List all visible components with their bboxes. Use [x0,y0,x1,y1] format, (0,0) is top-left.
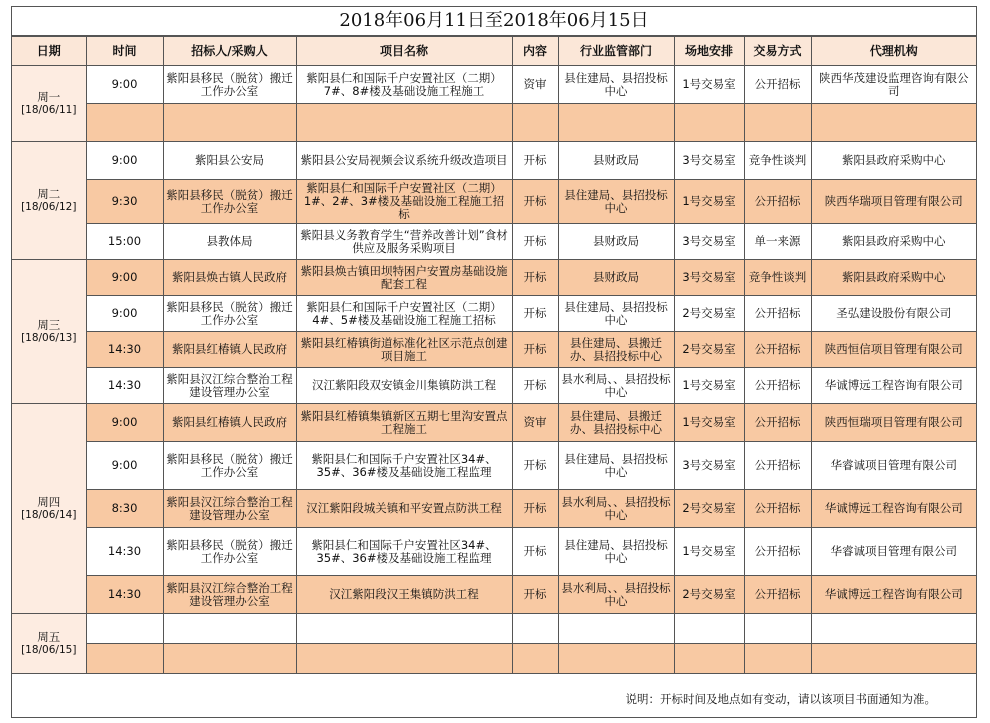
time-cell: 9:00 [86,296,163,332]
table-row [12,404,976,442]
project-cell [296,614,512,644]
agent-cell [811,614,976,644]
tenderer-cell: 紫阳县红椿镇人民政府 [163,332,296,368]
schedule-table [12,36,976,674]
col-header-method: 交易方式 [744,37,811,66]
room-cell [674,614,744,644]
table-row [12,528,976,576]
room-cell: 1号交易室 [674,528,744,576]
dept-cell: 县住建局、县招投标中心 [558,180,674,224]
content-cell: 开标 [512,224,558,260]
day-name: 周二 [37,186,61,201]
agent-cell: 华睿诚项目管理有限公司 [811,442,976,490]
project-cell: 紫阳县仁和国际千户安置社区34#、35#、36#楼及基础设施工程监理 [296,528,512,576]
method-cell: 公开招标 [744,404,811,442]
content-cell: 开标 [512,260,558,296]
tenderer-cell: 紫阳县公安局 [163,142,296,180]
content-cell: 开标 [512,368,558,404]
project-cell: 紫阳县红椿镇集镇新区五期七里沟安置点工程施工 [296,404,512,442]
room-cell: 2号交易室 [674,296,744,332]
method-cell: 公开招标 [744,490,811,528]
room-cell: 1号交易室 [674,404,744,442]
project-cell: 汉江紫阳段城关镇和平安置点防洪工程 [296,490,512,528]
page-title: 2018年06月11日至2018年06月15日 [12,7,976,36]
room-cell: 2号交易室 [674,332,744,368]
agent-cell [811,104,976,142]
table-row [12,296,976,332]
agent-cell: 圣弘建设股份有限公司 [811,296,976,332]
content-cell: 开标 [512,490,558,528]
room-cell: 1号交易室 [674,180,744,224]
dept-cell: 县住建局、县招投标中心 [558,66,674,104]
time-cell: 9:00 [86,260,163,296]
dept-cell: 县财政局 [558,260,674,296]
tenderer-cell [163,614,296,644]
tenderer-cell: 紫阳县汉江综合整治工程建设管理办公室 [163,490,296,528]
content-cell: 开标 [512,296,558,332]
room-cell: 1号交易室 [674,66,744,104]
dept-cell: 县财政局 [558,224,674,260]
method-cell [744,104,811,142]
day-cell [12,404,86,614]
day-name: 周一 [37,89,61,104]
room-cell: 2号交易室 [674,490,744,528]
table-row [12,332,976,368]
day-date: [18/06/12] [21,200,77,213]
project-cell: 紫阳县公安局视频会议系统升级改造项目 [296,142,512,180]
dept-cell [558,104,674,142]
time-cell: 9:00 [86,66,163,104]
content-cell: 开标 [512,528,558,576]
tenderer-cell: 县教体局 [163,224,296,260]
room-cell [674,104,744,142]
method-cell [744,644,811,674]
table-row [12,104,976,142]
agent-cell: 陕西恒瑞项目管理有限公司 [811,404,976,442]
dept-cell [558,644,674,674]
day-date: [18/06/13] [21,331,77,344]
day-name: 周三 [37,317,61,332]
tenderer-cell: 紫阳县移民（脱贫）搬迁工作办公室 [163,528,296,576]
tenderer-cell: 紫阳县移民（脱贫）搬迁工作办公室 [163,180,296,224]
day-date: [18/06/15] [21,643,77,656]
table-row [12,614,976,644]
room-cell: 2号交易室 [674,576,744,614]
time-cell: 9:00 [86,142,163,180]
dept-cell: 县水利局、、县招投标中心 [558,490,674,528]
content-cell [512,614,558,644]
project-cell [296,104,512,142]
day-name: 周四 [37,494,61,509]
col-header-content: 内容 [512,37,558,66]
content-cell: 开标 [512,332,558,368]
time-cell: 8:30 [86,490,163,528]
time-cell: 14:30 [86,576,163,614]
method-cell: 公开招标 [744,296,811,332]
agent-cell [811,644,976,674]
tenderer-cell: 紫阳县移民（脱贫）搬迁工作办公室 [163,296,296,332]
room-cell: 3号交易室 [674,442,744,490]
method-cell: 竞争性谈判 [744,142,811,180]
table-row [12,576,976,614]
method-cell: 公开招标 [744,576,811,614]
project-cell [296,644,512,674]
dept-cell [558,614,674,644]
tenderer-cell: 紫阳县红椿镇人民政府 [163,404,296,442]
col-header-room: 场地安排 [674,37,744,66]
agent-cell: 陕西华瑞项目管理有限公司 [811,180,976,224]
agent-cell: 陕西恒信项目管理有限公司 [811,332,976,368]
content-cell [512,104,558,142]
room-cell: 3号交易室 [674,224,744,260]
tenderer-cell [163,644,296,674]
col-header-date: 日期 [12,37,86,66]
dept-cell: 县住建局、县招投标中心 [558,296,674,332]
day-cell [12,260,86,404]
agent-cell: 紫阳县政府采购中心 [811,260,976,296]
method-cell: 公开招标 [744,332,811,368]
method-cell [744,614,811,644]
content-cell [512,644,558,674]
day-name: 周五 [37,629,61,644]
project-cell: 紫阳县义务教育学生“营养改善计划”食材供应及服务采购项目 [296,224,512,260]
time-cell: 14:30 [86,528,163,576]
tenderer-cell: 紫阳县汉江综合整治工程建设管理办公室 [163,368,296,404]
day-date: [18/06/11] [21,103,77,116]
table-row [12,180,976,224]
tenderer-cell [163,104,296,142]
project-cell: 紫阳县仁和国际千户安置社区（二期）7#、8#楼及基础设施工程施工 [296,66,512,104]
tenderer-cell: 紫阳县移民（脱贫）搬迁工作办公室 [163,66,296,104]
dept-cell: 县住建局、县招投标中心 [558,442,674,490]
col-header-agent: 代理机构 [811,37,976,66]
time-cell [86,614,163,644]
agent-cell: 华诚博远工程咨询有限公司 [811,490,976,528]
method-cell: 公开招标 [744,528,811,576]
agent-cell: 华诚博远工程咨询有限公司 [811,368,976,404]
project-cell: 紫阳县焕古镇田坝特困户安置房基础设施配套工程 [296,260,512,296]
dept-cell: 县住建局、县搬迁办、县招投标中心 [558,332,674,368]
method-cell: 公开招标 [744,442,811,490]
schedule-frame [11,6,977,718]
content-cell: 开标 [512,442,558,490]
method-cell: 公开招标 [744,368,811,404]
table-row [12,442,976,490]
time-cell: 9:00 [86,404,163,442]
time-cell: 9:30 [86,180,163,224]
agent-cell: 紫阳县政府采购中心 [811,224,976,260]
method-cell: 单一来源 [744,224,811,260]
room-cell: 3号交易室 [674,142,744,180]
dept-cell: 县财政局 [558,142,674,180]
time-cell [86,644,163,674]
day-date: [18/06/14] [21,508,77,521]
agent-cell: 华诚博远工程咨询有限公司 [811,576,976,614]
time-cell: 15:00 [86,224,163,260]
project-cell: 紫阳县仁和国际千户安置社区34#、35#、36#楼及基础设施工程监理 [296,442,512,490]
agent-cell: 紫阳县政府采购中心 [811,142,976,180]
time-cell: 9:00 [86,442,163,490]
table-row [12,224,976,260]
dept-cell: 县住建局、县招投标中心 [558,528,674,576]
col-header-tenderer: 招标人/采购人 [163,37,296,66]
dept-cell: 县住建局、县搬迁办、县招投标中心 [558,404,674,442]
method-cell: 公开招标 [744,180,811,224]
table-row [12,490,976,528]
project-cell: 紫阳县红椿镇街道标准化社区示范点创建项目施工 [296,332,512,368]
schedule-body [12,66,976,674]
project-cell: 汉江紫阳段双安镇金川集镇防洪工程 [296,368,512,404]
day-cell [12,66,86,142]
tenderer-cell: 紫阳县汉江综合整治工程建设管理办公室 [163,576,296,614]
project-cell: 紫阳县仁和国际千户安置社区（二期）1#、2#、3#楼及基础设施工程施工招标 [296,180,512,224]
dept-cell: 县水利局、、县招投标中心 [558,576,674,614]
content-cell: 开标 [512,576,558,614]
project-cell: 紫阳县仁和国际千户安置社区（二期）4#、5#楼及基础设施工程施工招标 [296,296,512,332]
table-row [12,260,976,296]
method-cell: 竞争性谈判 [744,260,811,296]
dept-cell: 县水利局、、县招投标中心 [558,368,674,404]
room-cell: 1号交易室 [674,368,744,404]
footnote: 说明：开标时间及地点如有变动，请以该项目书面通知为准。 [625,692,936,706]
method-cell: 公开招标 [744,66,811,104]
time-cell: 14:30 [86,332,163,368]
day-cell [12,142,86,260]
agent-cell: 华睿诚项目管理有限公司 [811,528,976,576]
table-row [12,368,976,404]
content-cell: 开标 [512,180,558,224]
time-cell: 14:30 [86,368,163,404]
room-cell [674,644,744,674]
header-row [12,37,976,66]
table-row [12,142,976,180]
project-cell: 汉江紫阳段汉王集镇防洪工程 [296,576,512,614]
col-header-dept: 行业监管部门 [558,37,674,66]
tenderer-cell: 紫阳县移民（脱贫）搬迁工作办公室 [163,442,296,490]
tenderer-cell: 紫阳县焕古镇人民政府 [163,260,296,296]
room-cell: 3号交易室 [674,260,744,296]
table-row [12,644,976,674]
content-cell: 资审 [512,404,558,442]
col-header-time: 时间 [86,37,163,66]
agent-cell: 陕西华茂建设监理咨询有限公司 [811,66,976,104]
day-cell [12,614,86,674]
time-cell [86,104,163,142]
content-cell: 开标 [512,142,558,180]
col-header-project: 项目名称 [296,37,512,66]
content-cell: 资审 [512,66,558,104]
table-row [12,66,976,104]
